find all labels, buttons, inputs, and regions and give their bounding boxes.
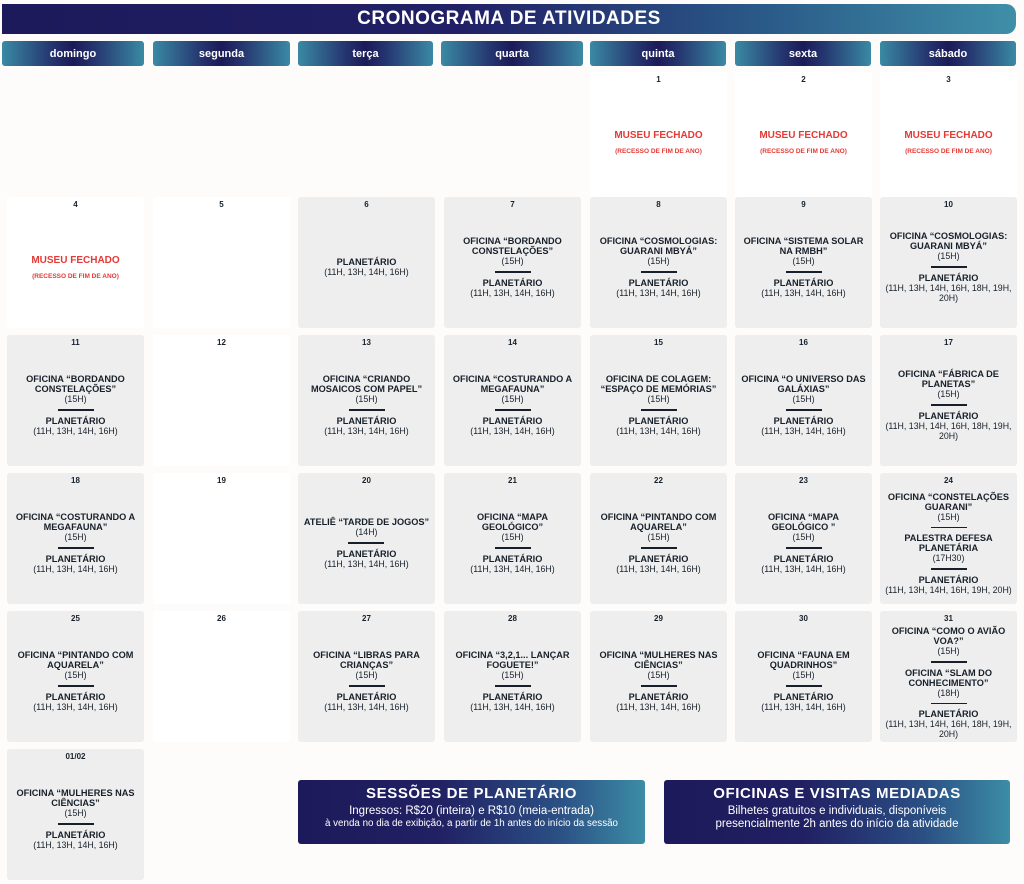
event-divider: [58, 547, 94, 549]
event-title: PLANETÁRIO: [482, 277, 543, 288]
event-time: (15H): [937, 251, 960, 262]
day-content: [735, 486, 872, 604]
day-content: [218, 210, 226, 328]
event-divider: [641, 547, 677, 549]
day-content: [298, 624, 435, 742]
event-time: (14H): [355, 527, 378, 538]
calendar-empty-cell: [7, 72, 144, 203]
day-content: [735, 348, 872, 466]
day-content: [218, 348, 226, 466]
event-title: PLANETÁRIO: [45, 415, 106, 426]
day-content: [444, 486, 581, 604]
day-number: 15: [654, 338, 663, 347]
calendar-day-cell: [880, 473, 1017, 604]
calendar-empty-cell: [153, 749, 290, 880]
day-header-monday: segunda: [153, 41, 290, 66]
event-divider: [931, 703, 967, 705]
event-divider: [641, 685, 677, 687]
day-content: [7, 486, 144, 604]
day-number: 8: [656, 200, 661, 209]
event-time: (11H, 13H, 14H, 16H): [761, 425, 846, 436]
event-title: PLANETÁRIO: [482, 415, 543, 426]
calendar-day-cell: [880, 72, 1017, 203]
day-content: [300, 486, 433, 604]
calendar-day-cell: [298, 197, 435, 328]
event-time: (15H): [647, 532, 670, 543]
event-time: (15H): [501, 394, 524, 405]
day-number: 7: [510, 200, 515, 209]
event-time: (11H, 13H, 14H, 16H, 19H, 20H): [885, 584, 1012, 595]
event-title: OFICINA DE COLAGEM: “ESPAÇO DE MEMÓRIAS”: [600, 374, 717, 395]
event-title: OFICINA “FÁBRICA DE PLANETAS”: [898, 369, 999, 390]
event-time: (15H): [937, 646, 960, 656]
event-title: OFICINA “BORDANDO CONSTELAÇÕES”: [463, 236, 562, 257]
event-divider: [786, 685, 822, 687]
event-divider: [931, 661, 967, 663]
event-divider: [349, 409, 385, 411]
calendar-day-cell: [590, 335, 727, 466]
event-time: (15H): [64, 670, 87, 681]
event-title: OFICINA “CRIANDO MOSAICOS COM PAPEL”: [310, 374, 423, 395]
planetarium-heading: SESSÕES DE PLANETÁRIO: [366, 785, 577, 802]
day-number: 9: [801, 200, 806, 209]
day-content: [735, 210, 872, 328]
event-title: PLANETÁRIO: [628, 415, 689, 426]
event-title: OFICINA “3,2,1... LANÇAR FOGUETE!”: [455, 650, 570, 671]
calendar-day-cell: [735, 611, 872, 742]
event-time: (11H, 13H, 14H, 16H): [470, 425, 555, 436]
day-content: [7, 348, 144, 466]
event-title: PLANETÁRIO: [773, 277, 834, 288]
event-time: (11H, 13H, 14H, 16H): [324, 267, 409, 277]
day-header-thursday: quinta: [590, 41, 726, 66]
day-number: 27: [362, 614, 371, 623]
calendar-day-cell: [7, 473, 144, 604]
event-time: (11H, 13H, 14H, 16H): [33, 839, 118, 850]
event-time: (17H30): [932, 553, 965, 563]
event-time: (11H, 13H, 14H, 16H): [33, 425, 118, 436]
calendar-day-cell: [880, 611, 1017, 742]
event-time: (11H, 13H, 14H, 16H): [33, 701, 118, 712]
event-divider: [349, 685, 385, 687]
event-time: (15H): [792, 670, 815, 681]
calendar-day-cell: [298, 335, 435, 466]
event-divider: [495, 409, 531, 411]
museum-closed-label: MUSEU FECHADO: [904, 129, 993, 141]
event-title: PLANETÁRIO: [628, 691, 689, 702]
event-title: PLANETÁRIO: [918, 574, 979, 585]
planetarium-price: Ingressos: R$20 (inteira) e R$10 (meia-entrada): [349, 805, 594, 817]
calendar-day-cell: [590, 473, 727, 604]
event-title: PLANETÁRIO: [628, 553, 689, 564]
calendar-day-cell: [444, 473, 581, 604]
calendar-empty-cell: [444, 72, 581, 203]
event-title: PLANETÁRIO: [773, 415, 834, 426]
day-number: 29: [654, 614, 663, 623]
event-time: (15H): [937, 389, 960, 400]
calendar-day-cell: [7, 335, 144, 466]
workshops-heading: OFICINAS E VISITAS MEDIADAS: [713, 785, 961, 802]
day-header-saturday: sábado: [880, 41, 1016, 66]
event-title: PLANETÁRIO: [45, 829, 106, 840]
event-time: (11H, 13H, 14H, 16H): [761, 287, 846, 298]
event-time: (15H): [792, 394, 815, 405]
event-divider: [58, 823, 94, 825]
day-number: 11: [71, 338, 80, 347]
event-time: (15H): [937, 511, 960, 522]
day-number: 1: [656, 75, 661, 84]
day-content: [444, 210, 581, 328]
day-content: [7, 624, 144, 742]
day-content: [444, 624, 581, 742]
event-divider: [931, 266, 967, 268]
event-title: OFICINA “COSMOLOGIAS: GUARANI MBYÁ”: [599, 236, 718, 257]
day-content: [755, 85, 851, 203]
event-divider: [786, 409, 822, 411]
event-title: ATELIÊ “TARDE DE JOGOS”: [303, 517, 430, 528]
event-title: PLANETÁRIO: [918, 272, 979, 283]
calendar-day-cell: [298, 611, 435, 742]
event-time: (11H, 13H, 14H, 16H): [324, 701, 409, 712]
event-title: OFICINA “PINTANDO COM AQUARELA”: [17, 650, 134, 671]
day-content: [735, 624, 872, 742]
closed-reason: (RECESSO DE FIM DE ANO): [32, 272, 119, 280]
museum-closed-label: MUSEU FECHADO: [31, 254, 120, 266]
event-time: (15H): [647, 394, 670, 405]
day-number: 18: [71, 476, 80, 485]
calendar-day-cell: [7, 749, 144, 880]
day-content: [590, 210, 727, 328]
event-title: PLANETÁRIO: [918, 709, 979, 719]
day-content: [218, 624, 226, 742]
day-content: [590, 348, 727, 466]
day-number: 01/02: [65, 752, 86, 761]
event-divider: [786, 547, 822, 549]
day-content: [320, 210, 412, 328]
day-number: 6: [364, 200, 369, 209]
calendar-day-cell: [444, 611, 581, 742]
event-time: (11H, 13H, 14H, 16H): [761, 701, 846, 712]
event-title: OFICINA “COMO O AVIÃO VOA?”: [891, 626, 1006, 646]
event-title: OFICINA “SISTEMA SOLAR NA RMBH”: [743, 236, 864, 257]
event-title: OFICINA “LIBRAS PARA CRIANÇAS”: [313, 650, 420, 671]
day-number: 26: [217, 614, 226, 623]
day-content: [298, 348, 435, 466]
event-time: (11H, 13H, 14H, 16H, 18H, 19H, 20H): [885, 282, 1012, 303]
event-divider: [931, 404, 967, 406]
event-title: PLANETÁRIO: [336, 548, 397, 559]
event-title: PLANETÁRIO: [336, 257, 397, 267]
event-time: (11H, 13H, 14H, 16H): [324, 425, 409, 436]
calendar-day-cell: [590, 611, 727, 742]
day-number: 13: [362, 338, 371, 347]
event-time: (11H, 13H, 14H, 16H, 18H, 19H, 20H): [885, 719, 1012, 739]
event-title: OFICINA “BORDANDO CONSTELAÇÕES”: [26, 374, 125, 395]
day-number: 23: [799, 476, 808, 485]
day-number: 21: [508, 476, 517, 485]
event-time: (11H, 13H, 14H, 16H): [33, 563, 118, 574]
closed-reason: (RECESSO DE FIM DE ANO): [760, 147, 847, 155]
event-time: (11H, 13H, 14H, 16H): [616, 563, 701, 574]
event-time: (15H): [647, 670, 670, 681]
event-title: OFICINA “COSTURANDO A MEGAFAUNA”: [452, 374, 573, 395]
page-title: CRONOGRAMA DE ATIVIDADES: [2, 4, 1016, 34]
day-number: 12: [217, 338, 226, 347]
event-title: PLANETÁRIO: [482, 553, 543, 564]
calendar-day-cell: [735, 197, 872, 328]
event-title: PLANETÁRIO: [773, 691, 834, 702]
day-header-tuesday: terça: [298, 41, 433, 66]
day-content: [880, 624, 1017, 745]
event-time: (11H, 13H, 14H, 16H): [616, 287, 701, 298]
calendar-day-cell: [153, 473, 290, 604]
day-content: [880, 210, 1017, 328]
closed-reason: (RECESSO DE FIM DE ANO): [905, 147, 992, 155]
day-number: 17: [944, 338, 953, 347]
day-number: 25: [71, 614, 80, 623]
calendar-day-cell: [444, 335, 581, 466]
calendar-day-cell: [880, 197, 1017, 328]
calendar-day-cell: [880, 335, 1017, 466]
workshops-info-box: [664, 780, 1010, 844]
event-title: PLANETÁRIO: [773, 553, 834, 564]
event-title: OFICINA “COSMOLOGIAS: GUARANI MBYÁ”: [889, 231, 1008, 252]
event-time: (15H): [501, 670, 524, 681]
calendar-day-cell: [590, 72, 727, 203]
event-divider: [786, 271, 822, 273]
event-time: (15H): [355, 670, 378, 681]
calendar-day-cell: [7, 611, 144, 742]
event-title: PLANETÁRIO: [918, 410, 979, 421]
event-title: OFICINA “O UNIVERSO DAS GALÁXIAS”: [741, 374, 866, 395]
event-title: PLANETÁRIO: [628, 277, 689, 288]
event-divider: [931, 527, 967, 529]
calendar-day-cell: [153, 197, 290, 328]
event-title: OFICINA “COSTURANDO A MEGAFAUNA”: [15, 512, 136, 533]
calendar-day-cell: [7, 197, 144, 328]
event-divider: [931, 568, 967, 570]
event-time: (11H, 13H, 14H, 16H): [470, 701, 555, 712]
event-title: OFICINA “PINTANDO COM AQUARELA”: [600, 512, 717, 533]
event-title: OFICINA “FAUNA EM QUADRINHOS”: [757, 650, 850, 671]
day-content: [880, 486, 1017, 604]
event-time: (11H, 13H, 14H, 16H, 18H, 19H, 20H): [885, 420, 1012, 441]
event-time: (11H, 13H, 14H, 16H): [616, 701, 701, 712]
planetarium-info-box: [298, 780, 645, 844]
day-content: [880, 348, 1017, 466]
event-time: (15H): [64, 808, 87, 819]
workshops-line-2: presencialmente 2h antes do início da atividade: [715, 818, 959, 830]
event-time: (15H): [64, 394, 87, 405]
day-content: [610, 85, 706, 203]
event-time: (11H, 13H, 14H, 16H): [470, 287, 555, 298]
day-content: [590, 624, 727, 742]
event-title: OFICINA “MULHERES NAS CIÊNCIAS”: [599, 650, 718, 671]
calendar-day-cell: [153, 335, 290, 466]
event-title: PLANETÁRIO: [336, 415, 397, 426]
day-number: 28: [508, 614, 517, 623]
calendar-empty-cell: [298, 72, 435, 203]
event-title: PLANETÁRIO: [482, 691, 543, 702]
event-title: OFICINA “SLAM DO CONHECIMENTO”: [905, 667, 992, 688]
event-divider: [495, 547, 531, 549]
calendar-day-cell: [735, 473, 872, 604]
day-number: 31: [944, 614, 953, 623]
event-time: (11H, 13H, 14H, 16H): [761, 563, 846, 574]
day-number: 5: [219, 200, 224, 209]
event-divider: [641, 271, 677, 273]
calendar-day-cell: [735, 72, 872, 203]
day-content: [218, 486, 226, 604]
day-header-sunday: domingo: [2, 41, 144, 66]
event-title: OFICINA “MULHERES NAS CIÊNCIAS”: [16, 788, 135, 809]
day-number: 24: [944, 476, 953, 485]
day-header-wednesday: quarta: [441, 41, 583, 66]
calendar-day-cell: [444, 197, 581, 328]
event-time: (18H): [937, 687, 960, 698]
day-content: [590, 486, 727, 604]
day-number: 22: [654, 476, 663, 485]
event-time: (15H): [501, 532, 524, 543]
calendar-day-cell: [590, 197, 727, 328]
event-time: (11H, 13H, 14H, 16H): [470, 563, 555, 574]
event-time: (15H): [355, 394, 378, 405]
event-divider: [58, 685, 94, 687]
calendar-empty-cell: [153, 72, 290, 203]
event-title: PLANETÁRIO: [45, 691, 106, 702]
event-divider: [641, 409, 677, 411]
calendar-day-cell: [735, 335, 872, 466]
day-number: 3: [946, 75, 951, 84]
day-number: 4: [73, 200, 78, 209]
day-content: [444, 348, 581, 466]
closed-reason: (RECESSO DE FIM DE ANO): [615, 147, 702, 155]
calendar-day-cell: [298, 473, 435, 604]
day-number: 30: [799, 614, 808, 623]
day-number: 10: [944, 200, 953, 209]
day-header-friday: sexta: [735, 41, 871, 66]
day-content: [900, 85, 996, 203]
event-time: (15H): [792, 532, 815, 543]
event-title: OFICINA “CONSTELAÇÕES GUARANI”: [887, 491, 1010, 512]
day-number: 20: [362, 476, 371, 485]
event-divider: [58, 409, 94, 411]
event-time: (15H): [501, 256, 524, 267]
museum-closed-label: MUSEU FECHADO: [614, 129, 703, 141]
event-time: (15H): [64, 532, 87, 543]
event-divider: [348, 542, 384, 544]
event-title: PLANETÁRIO: [336, 691, 397, 702]
event-time: (15H): [647, 256, 670, 267]
workshops-line-1: Bilhetes gratuitos e individuais, disponíveis: [727, 805, 947, 817]
day-content: [27, 210, 123, 328]
calendar-day-cell: [153, 611, 290, 742]
day-number: 19: [217, 476, 226, 485]
event-time: (11H, 13H, 14H, 16H): [324, 558, 409, 569]
day-number: 14: [508, 338, 517, 347]
event-title: OFICINA “MAPA GEOLÓGICO”: [477, 512, 548, 533]
day-content: [7, 762, 144, 880]
day-number: 2: [801, 75, 806, 84]
event-divider: [495, 685, 531, 687]
event-title: PALESTRA DEFESA PLANETÁRIA: [904, 533, 993, 553]
day-number: 16: [799, 338, 808, 347]
museum-closed-label: MUSEU FECHADO: [759, 129, 848, 141]
event-title: PLANETÁRIO: [45, 553, 106, 564]
event-title: OFICINA “MAPA GEOLÓGICO ”: [768, 512, 839, 533]
event-time: (15H): [792, 256, 815, 267]
event-time: (11H, 13H, 14H, 16H): [616, 425, 701, 436]
planetarium-sales-note: à venda no dia de exibição, a partir de 1h antes do início da sessão: [324, 818, 619, 829]
event-divider: [495, 271, 531, 273]
